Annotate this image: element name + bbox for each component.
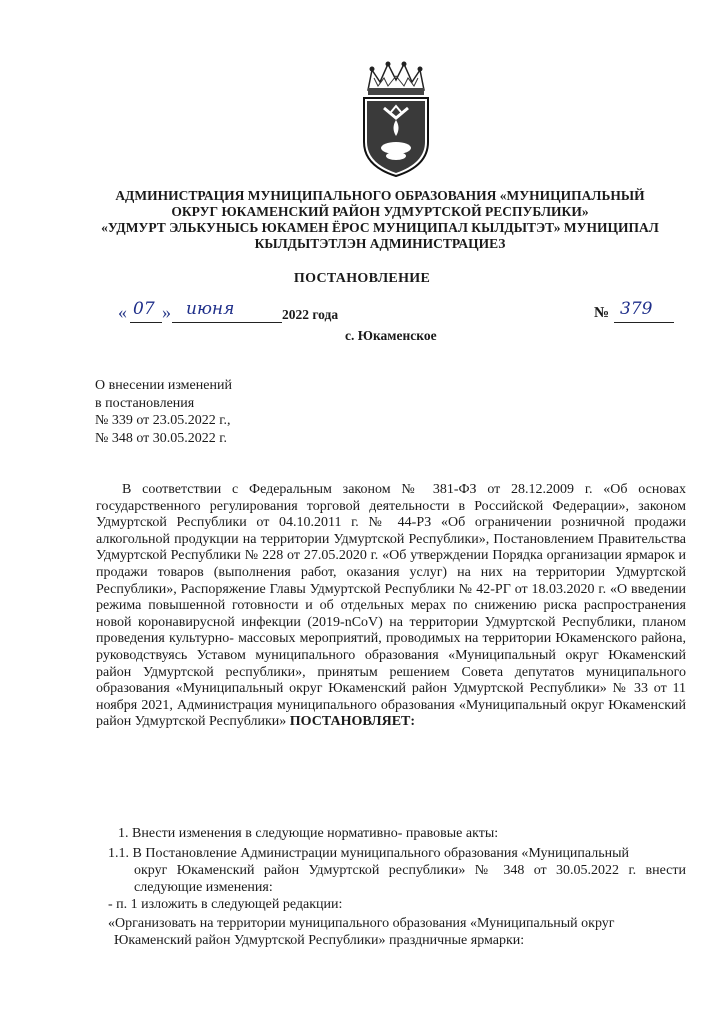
date-year: 2022 года (282, 307, 339, 322)
coat-of-arms-emblem (358, 60, 434, 178)
organization-header (90, 188, 670, 252)
header-line-4: КЫЛДЫТЭТЛЭН АДМИНИСТРАЦИЕЗ (254, 236, 506, 251)
resolves-keyword: ПОСТАНОВЛЯЕТ: (289, 714, 416, 730)
number-sign: № (594, 305, 610, 321)
handwritten-month: июня (186, 299, 235, 319)
preamble-paragraph (96, 482, 686, 731)
place-of-issue: с. Юкаменское (345, 328, 437, 343)
date-number-line (118, 299, 678, 328)
document-subject (95, 377, 232, 447)
header-line-1: АДМИНИСТРАЦИЯ МУНИЦИПАЛЬНОГО ОБРАЗОВАНИЯ «МУНИЦИПАЛЬНЫЙ (115, 188, 645, 203)
quote-first-line: «Организовать на территории муниципального образования «Муниципальный округ (108, 916, 615, 931)
preamble-text: В соответствии с Федеральным законом № 381-ФЗ от 28.12.2009 г. «Об основах государственного регулирования торговой деятельности в Российской Федерации», законом Удмуртской Республики от 04.10.2011 г. № 44-РЗ «Об ограничении розничной продажи алкогольной продукции на территории Удмуртской Республики», Постановлением Правительства Удмуртской Республики № 228 от 27.05.2020 г. «Об утверждении Порядка организации ярмарок и продажи товаров (выполнения работ, оказания услуг) на них на территории Удмуртской Республики», Распоряжение Главы Удмуртской Республики № 42-РГ от 18.03.2020 г. «О введении режима повышенной готовности и об отдельных мерах по снижению риска распространения новой коронавирусной инфекции (2019-nCoV) на территории Удмуртской Республики, планом проведения культурно- массовых мероприятий, проводимых на территории Юкаменского района, руководствуясь Уставом муниципального образования «Муниципальный округ Юкаменский район Удмуртской республики», принятым решением Совета депутатов муниципального образования «Муниципальный округ Юкаменский район Удмуртской Республики» № 33 от 11 ноября 2021, Администрация муниципального образования «Муниципальный округ Юкаменский район Удмуртской Республики» (96, 482, 686, 730)
date-open-quote: « (118, 302, 127, 322)
subject-line-1: О внесении изменений (95, 378, 232, 393)
header-line-2: ОКРУГ ЮКАМЕНСКИЙ РАЙОН УДМУРТСКОЙ РЕСПУБЛИКИ» (171, 204, 589, 219)
quoted-new-wording (108, 915, 686, 949)
item-1-1-continuation: округ Юкаменский район Удмуртской республики» № 348 от 30.05.2022 г. внести следующие изменения: (134, 863, 686, 895)
quote-continuation: Юкаменский район Удмуртской Республики» праздничные ярмарки: (114, 933, 525, 948)
subject-line-2: в постановления (95, 395, 195, 411)
item-dash-point: - п. 1 изложить в следующей редакции: (108, 897, 343, 912)
document-type-title: ПОСТАНОВЛЕНИЕ (293, 271, 431, 286)
item-1: 1. Внести изменения в следующие нормативно- правовые акты: (118, 826, 499, 841)
handwritten-day: 07 (133, 299, 155, 319)
subject-line-3: № 339 от 23.05.2022 г., (95, 413, 231, 428)
item-1-1 (108, 845, 686, 896)
date-close-quote: » (162, 302, 171, 322)
item-1-1-first-line: 1.1. В Постановление Администрации муниципального образования «Муниципальный (108, 846, 630, 861)
subject-line-4: № 348 от 30.05.2022 г. (95, 430, 227, 446)
handwritten-document-number: 379 (620, 299, 653, 319)
header-line-3: «УДМУРТ ЭЛЬКУНЫСЬ ЮКАМЕН ЁРОС МУНИЦИПАЛ КЫЛДЫТЭТ» МУНИЦИПАЛ (101, 220, 659, 235)
